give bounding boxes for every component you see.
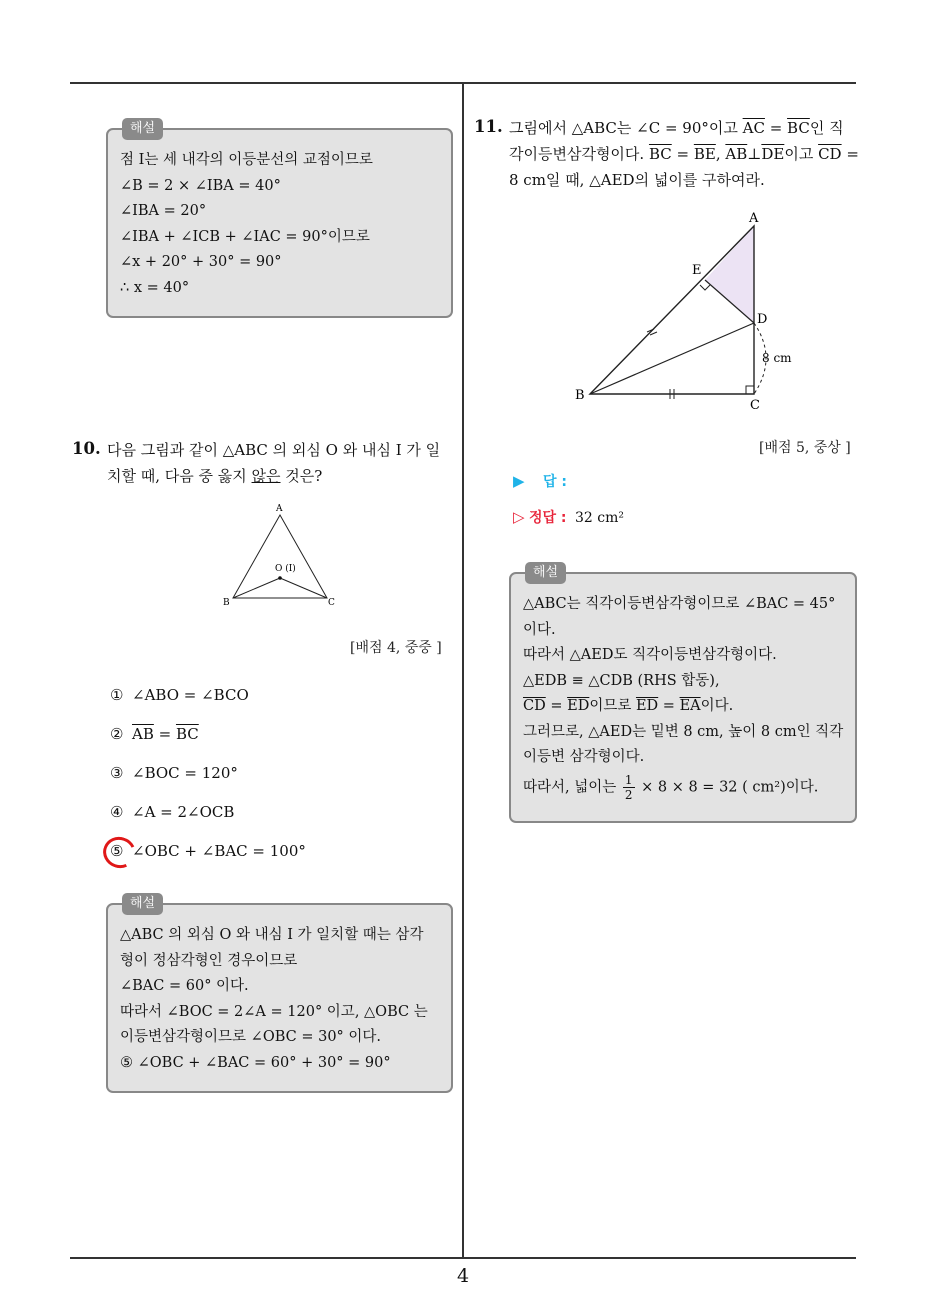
label-c: C bbox=[328, 598, 335, 608]
text-part: 이므로 bbox=[589, 698, 636, 714]
q9-exp-line: 점 I는 세 내각의 이등분선의 교점이므로 bbox=[120, 152, 373, 168]
explanation-tag: 해설 bbox=[525, 562, 566, 584]
q9-exp-line: ∠IBA + ∠ICB + ∠IAC = 90°이므로 bbox=[120, 228, 370, 245]
option-number: ④ bbox=[110, 803, 124, 821]
option-number: ② bbox=[110, 725, 124, 743]
label-d: D bbox=[757, 312, 768, 327]
q11-text-line1 bbox=[509, 115, 859, 141]
option-number: ③ bbox=[110, 764, 124, 782]
segment-de: $\overline{DE}$ bbox=[761, 145, 785, 163]
segment-ab: $\overline{AB}$ bbox=[725, 145, 748, 163]
option-text: ∠OBC + ∠BAC = 100° bbox=[132, 842, 306, 860]
label-a: A bbox=[749, 211, 759, 226]
segment-ac: $\overline{AC}$ bbox=[742, 119, 765, 137]
perp-symbol: ⊥ bbox=[747, 145, 762, 163]
fraction-half bbox=[623, 773, 635, 802]
answer-label: 답 : bbox=[543, 474, 567, 490]
q10-score: [배점 4, 중중 ] bbox=[350, 640, 442, 656]
correct-value: 32 cm² bbox=[574, 510, 624, 526]
label-c: C bbox=[750, 398, 760, 413]
q10-number: 10. bbox=[72, 439, 101, 458]
q10-option-4[interactable] bbox=[110, 803, 234, 821]
correct-answer-row bbox=[513, 507, 624, 527]
q10-exp-line: ∠BAC = 60° 이다. bbox=[120, 978, 249, 994]
correct-label: 정답 : bbox=[529, 510, 567, 526]
point-o bbox=[278, 576, 282, 580]
q11-triangle-figure bbox=[568, 205, 808, 415]
q10-exp-line: 이등변삼각형이므로 ∠OBC = 30° 이다. bbox=[120, 1029, 382, 1045]
text-part: × 8 × 8 = 32 ( cm²)이다. bbox=[636, 779, 819, 795]
play-icon: ▶ bbox=[513, 472, 525, 490]
q10-option-3[interactable] bbox=[110, 764, 238, 782]
label-o: O (I) bbox=[275, 564, 296, 574]
q9-explanation-box bbox=[106, 121, 453, 318]
segment-be: $\overline{BE}$ bbox=[693, 145, 716, 163]
q11-equals: = bbox=[764, 119, 788, 137]
q11-exp-line bbox=[523, 773, 845, 802]
option-equals: = bbox=[153, 725, 176, 743]
fraction-numerator: 1 bbox=[624, 772, 633, 787]
q11-text-part: 그림에서 △ABC는 ∠C = 90°이고 bbox=[509, 119, 743, 137]
page-number: 4 bbox=[456, 1265, 470, 1287]
option-text: ∠A = 2∠OCB bbox=[132, 803, 235, 821]
q10-text-part: 치할 때, 다음 중 옳지 bbox=[107, 467, 252, 485]
q10-option-5[interactable] bbox=[110, 842, 306, 860]
q9-exp-line: ∠x + 20° + 30° = 90° bbox=[120, 254, 282, 270]
option-text: ∠ABO = ∠BCO bbox=[132, 686, 249, 704]
label-b: B bbox=[575, 388, 585, 403]
q10-question bbox=[107, 437, 457, 489]
q10-text-underlined: 않은 bbox=[251, 467, 281, 485]
q10-exp-line: 따라서 ∠BOC = 2∠A = 120° 이고, △OBC 는 bbox=[120, 1003, 428, 1020]
explanation-tag: 해설 bbox=[122, 893, 163, 915]
segment-bc: $\overline{BC}$ bbox=[787, 119, 810, 137]
label-a: A bbox=[276, 504, 283, 514]
segment-ed: $\overline{ED}$ bbox=[635, 698, 659, 714]
q11-exp-line: △EDB ≡ △CDB (RHS 합동), bbox=[523, 672, 720, 689]
q11-exp-line: 이다. bbox=[523, 621, 556, 638]
bottom-rule bbox=[70, 1257, 856, 1259]
segment-bc: $\overline{BC}$ bbox=[175, 725, 199, 743]
answer-row bbox=[513, 471, 567, 491]
q10-exp-line: 형이 정삼각형인 경우이므로 bbox=[120, 952, 298, 969]
q11-exp-line bbox=[523, 694, 845, 720]
segment-ed: $\overline{ED}$ bbox=[567, 698, 590, 714]
q10-option-2[interactable] bbox=[110, 725, 199, 743]
segment-cd: $\overline{CD}$ bbox=[523, 698, 546, 714]
option-number: ① bbox=[110, 686, 124, 704]
option-text: ∠BOC = 120° bbox=[132, 764, 238, 782]
q11-comma: , bbox=[715, 145, 726, 163]
q10-text-line2 bbox=[107, 463, 457, 489]
q10-option-1[interactable] bbox=[110, 686, 249, 704]
explanation-tag: 해설 bbox=[122, 118, 163, 140]
triangle-abc bbox=[233, 515, 327, 598]
right-angle-e bbox=[700, 285, 710, 290]
q11-exp-line: 이등변 삼각형이다. bbox=[523, 749, 645, 765]
q11-explanation-box bbox=[509, 565, 857, 823]
segment-oc bbox=[280, 578, 327, 598]
q11-equals: = bbox=[671, 145, 694, 163]
text-part: 이다. bbox=[700, 698, 734, 714]
equals: = bbox=[658, 698, 680, 714]
option-number: ⑤ bbox=[110, 842, 124, 860]
segment-cd: $\overline{CD}$ bbox=[818, 145, 842, 163]
segment-ab: $\overline{AB}$ bbox=[132, 725, 154, 743]
triangle-abc bbox=[590, 226, 754, 394]
q11-text-part: 인 직 bbox=[809, 119, 844, 137]
q11-score: [배점 5, 중상 ] bbox=[759, 440, 851, 456]
q11-text-part: 각이등변삼각형이다. bbox=[509, 145, 649, 163]
right-angle-c bbox=[746, 386, 754, 394]
segment-bc: $\overline{BC}$ bbox=[648, 145, 672, 163]
q11-question bbox=[509, 115, 859, 193]
q9-exp-line: ∴ x = 40° bbox=[120, 279, 190, 296]
q11-text-part: = bbox=[841, 145, 859, 163]
q11-text-part: 이고 bbox=[784, 145, 819, 163]
triangle-aed-shade bbox=[705, 226, 754, 323]
q11-exp-line: 따라서 △AED도 직각이등변삼각형이다. bbox=[523, 647, 777, 663]
column-divider bbox=[462, 83, 464, 1258]
q10-triangle-figure bbox=[220, 500, 350, 612]
q11-exp-line: △ABC는 직각이등변삼각형이므로 ∠BAC = 45° bbox=[523, 596, 836, 612]
label-e: E bbox=[692, 263, 702, 278]
segment-ea: $\overline{EA}$ bbox=[679, 698, 701, 714]
q9-exp-line: ∠IBA = 20° bbox=[120, 203, 207, 219]
segment-bo bbox=[233, 578, 280, 598]
q11-exp-line: 그러므로, △AED는 밑변 8 cm, 높이 8 cm인 직각 bbox=[523, 723, 844, 740]
label-length: 8 cm bbox=[762, 351, 792, 365]
q10-text-part: 것은? bbox=[280, 467, 323, 485]
q11-number: 11. bbox=[474, 117, 503, 136]
q10-text-line1: 다음 그림과 같이 △ABC 의 외심 O 와 내심 I 가 일 bbox=[107, 441, 441, 459]
q10-exp-line: △ABC 의 외심 O 와 내심 I 가 일치할 때는 삼각 bbox=[120, 927, 424, 943]
label-b: B bbox=[223, 598, 230, 608]
text-part: 따라서, 넓이는 bbox=[523, 779, 621, 795]
answer-mark-circle bbox=[99, 832, 141, 872]
fraction-denominator: 2 bbox=[624, 787, 633, 802]
segment-bd bbox=[590, 323, 754, 394]
outline-play-icon: ▷ bbox=[513, 508, 525, 526]
q11-text-line2 bbox=[509, 141, 859, 167]
q9-exp-line: ∠B = 2 × ∠IBA = 40° bbox=[120, 177, 281, 194]
q11-text-line3: 8 cm일 때, △AED의 넓이를 구하여라. bbox=[509, 171, 765, 189]
q10-explanation-box bbox=[106, 896, 453, 1093]
q10-exp-line: ⑤ ∠OBC + ∠BAC = 60° + 30° = 90° bbox=[120, 1054, 391, 1071]
equals: = bbox=[545, 698, 568, 714]
